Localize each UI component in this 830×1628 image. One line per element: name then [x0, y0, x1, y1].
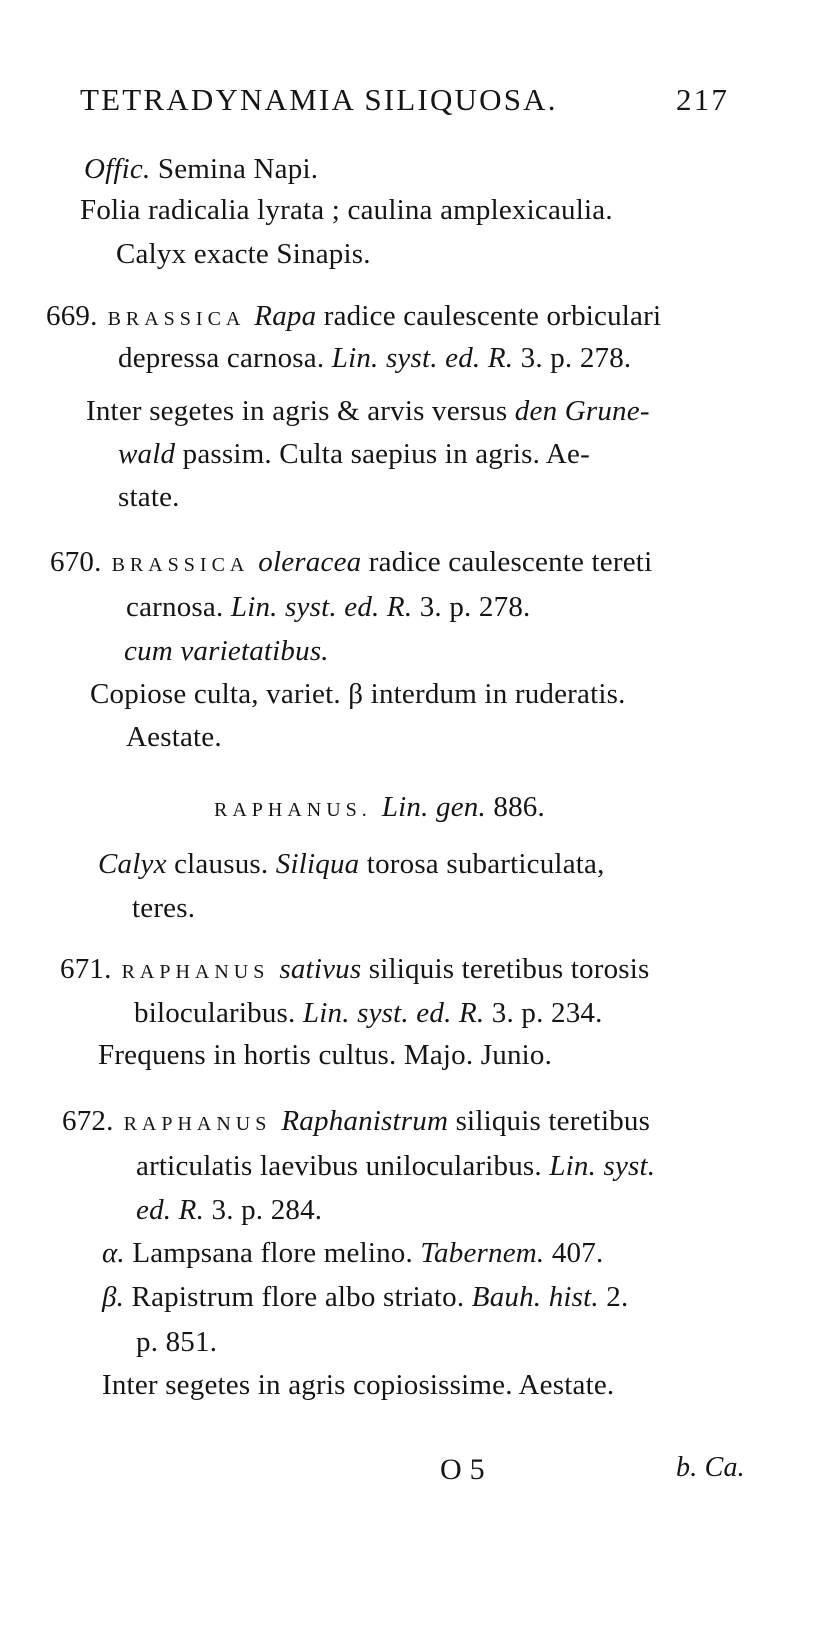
text-span: Frequens in hortis cultus. Majo. Junio.	[98, 1039, 553, 1071]
text-line	[90, 676, 626, 712]
italic-text: Tabernem.	[420, 1237, 545, 1269]
text-span: Semina Napi.	[150, 153, 319, 185]
page-number: 217	[676, 82, 730, 117]
text-line	[116, 236, 371, 272]
italic-text: Rapa	[254, 300, 317, 332]
text-span: siliquis teretibus	[448, 1105, 651, 1137]
entry-line	[60, 951, 650, 990]
italic-text: sativus	[279, 953, 362, 985]
italic-text: Siliqua	[275, 848, 360, 880]
text-span: passim. Culta saepius in agris. Ae-	[175, 438, 590, 470]
italic-text: Bauh. hist.	[471, 1281, 599, 1313]
text-line	[102, 1279, 628, 1315]
text-line	[98, 846, 605, 882]
text-span: siliquis teretibus torosis	[361, 953, 650, 985]
italic-text: ed. R.	[136, 1194, 205, 1226]
small-caps-text: RAPHANUS.	[214, 799, 382, 821]
italic-text: α.	[102, 1237, 125, 1269]
genus-heading	[214, 789, 545, 828]
text-line	[136, 1192, 322, 1228]
text-span: Inter segetes in agris copiosissime. Aestate.	[102, 1369, 615, 1401]
text-span: Rapistrum flore albo striato.	[124, 1281, 472, 1313]
text-line	[136, 1324, 217, 1360]
text-line	[102, 1235, 603, 1271]
text-span: 886.	[485, 791, 545, 823]
text-span: articulatis laevibus unilocularibus.	[136, 1150, 550, 1182]
text-span: torosa subarticulata,	[359, 848, 605, 880]
text-span: 2.	[598, 1281, 629, 1313]
entry-line	[46, 298, 661, 337]
small-caps-text: BRASSICA	[101, 554, 259, 576]
text-line	[86, 393, 650, 429]
text-span: Lampsana flore melino.	[124, 1237, 421, 1269]
text-span: radice caulescente orbiculari	[316, 300, 662, 332]
entry-line	[62, 1103, 650, 1142]
text-span: teres.	[132, 892, 196, 924]
running-title: TETRADYNAMIA SILIQUOSA.	[80, 82, 558, 117]
italic-text: Lin. syst. ed. R.	[302, 997, 485, 1029]
text-span: clausus.	[166, 848, 276, 880]
text-span: 670.	[50, 546, 102, 578]
signature-mark: O 5	[440, 1453, 485, 1486]
text-line	[84, 151, 318, 187]
text-line	[118, 436, 590, 472]
italic-text: den Grune-	[514, 395, 650, 427]
small-caps-text: BRASSICA	[97, 308, 255, 330]
italic-text: Lin. syst.	[549, 1150, 656, 1182]
text-span: Calyx exacte Sinapis.	[116, 238, 371, 270]
text-line	[80, 192, 613, 228]
italic-text: Offic.	[84, 153, 151, 185]
text-line	[118, 340, 631, 376]
italic-text: Lin. gen.	[381, 791, 486, 823]
text-line	[98, 1037, 552, 1073]
italic-text: wald	[118, 438, 176, 470]
italic-text: Calyx	[98, 848, 167, 880]
text-span: bilocularibus.	[134, 997, 303, 1029]
text-span: 3. p. 284.	[204, 1194, 323, 1226]
text-line	[102, 1367, 614, 1403]
italic-text: Lin. syst. ed. R.	[331, 342, 514, 374]
entry-line	[50, 544, 652, 583]
text-span: Aestate.	[126, 721, 222, 753]
small-caps-text: RAPHANUS	[111, 961, 280, 983]
text-span: 671.	[60, 953, 112, 985]
text-span: carnosa.	[126, 591, 231, 623]
text-span: depressa carnosa.	[118, 342, 332, 374]
text-span: 669.	[46, 300, 98, 332]
text-span: 3. p. 278.	[513, 342, 632, 374]
text-line	[118, 479, 180, 515]
italic-text: Raphanistrum	[281, 1105, 449, 1137]
text-line	[132, 890, 195, 926]
text-line	[136, 1148, 655, 1184]
text-span: 3. p. 278.	[412, 591, 531, 623]
text-span: Copiose culta, variet. β interdum in ruderatis.	[90, 678, 626, 710]
text-span: Inter segetes in agris & arvis versus	[86, 395, 515, 427]
small-caps-text: RAPHANUS	[113, 1113, 282, 1135]
text-span: 672.	[62, 1105, 114, 1137]
text-span: p. 851.	[136, 1326, 218, 1358]
catchword: b. Ca.	[676, 1452, 745, 1483]
text-line	[134, 995, 603, 1031]
italic-text: oleracea	[258, 546, 362, 578]
text-span: Folia radicalia lyrata ; caulina amplexicaulia.	[80, 194, 613, 226]
text-span: state.	[118, 481, 180, 513]
text-line	[126, 719, 222, 755]
italic-text: Lin. syst. ed. R.	[230, 591, 413, 623]
text-line	[124, 633, 329, 669]
text-line	[126, 589, 530, 625]
text-span: radice caulescente tereti	[361, 546, 653, 578]
italic-text: β.	[102, 1281, 125, 1313]
text-span: 3. p. 234.	[484, 997, 603, 1029]
text-span: 407.	[544, 1237, 604, 1269]
italic-text: cum varietatibus.	[124, 635, 329, 667]
